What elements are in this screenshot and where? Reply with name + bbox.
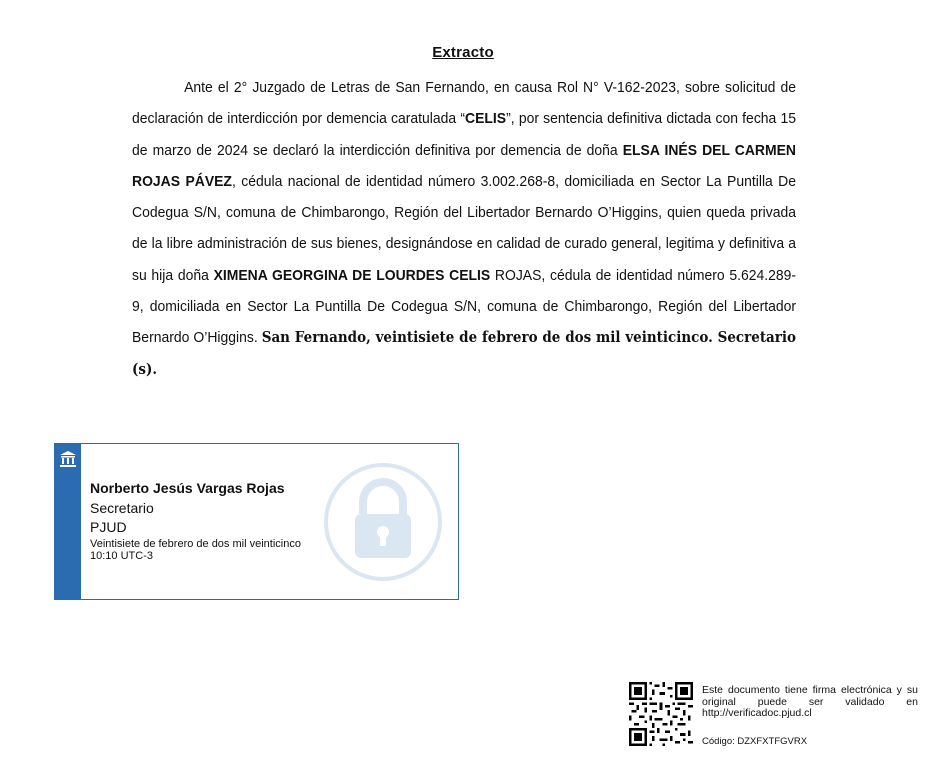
signer-name: Norberto Jesús Vargas Rojas xyxy=(90,480,285,496)
signature-date xyxy=(90,538,301,562)
courthouse-icon xyxy=(59,450,77,468)
document-title: Extracto xyxy=(432,44,494,61)
verification-code: Código: DZXFXTFGVRX xyxy=(702,736,808,747)
curator-name: XIMENA GEORGINA DE LOURDES CELIS xyxy=(213,266,491,284)
body-text-2: ”, por sentencia definitiva dictada con fecha 15 de marzo de 2024 se declaró la interdicción definitiva por demencia de doña xyxy=(132,110,797,159)
signer-organization: PJUD xyxy=(90,519,127,535)
signature-date-text: Veintisiete de febrero de dos mil veinticinco xyxy=(90,538,301,550)
signature-time-text: 10:10 UTC-3 xyxy=(90,550,153,562)
case-name: CELIS xyxy=(465,110,507,128)
qr-code[interactable] xyxy=(629,682,693,746)
signer-role: Secretario xyxy=(90,500,154,516)
verification-note: Este documento tiene firma electrónica y su original puede ser validado en http://verificadoc.pjud.cl xyxy=(702,684,918,719)
body-text-3: , cédula nacional de identidad número 3.002.268-8, domiciliada en Sector La Puntilla De Codegua S/N, comuna de Chimbarongo, Región del Libertador Bernardo O’Higgins, quien queda privada de la libre administración de sus bienes, designándose en calidad de curado general, legitima y definitiva a su hija doña xyxy=(132,172,797,284)
interdicted-person-name: ELSA INÉS DEL CARMEN ROJAS PÁVEZ xyxy=(132,141,797,190)
verification-block xyxy=(629,682,919,748)
document-body xyxy=(132,72,796,385)
closing-statement: San Fernando, veintisiete de febrero de dos mil veinticinco. Secretario (s). xyxy=(132,329,797,378)
signature-details xyxy=(90,480,301,562)
body-text-1: Ante el 2° Juzgado de Letras de San Fernando, en causa Rol N° V-162-2023, sobre solicitud de declaración de interdicción por demencia caratulada “ xyxy=(132,79,797,128)
signature-side-bar xyxy=(55,444,81,599)
electronic-signature-box xyxy=(54,443,459,600)
body-text-4: ROJAS, cédula de identidad número 5.624.289-9, domiciliada en Sector La Puntilla De Codegua S/N, comuna de Chimbarongo, Región del Libertador Bernardo O’Higgins. xyxy=(132,266,797,347)
lock-watermark-icon xyxy=(323,462,443,582)
